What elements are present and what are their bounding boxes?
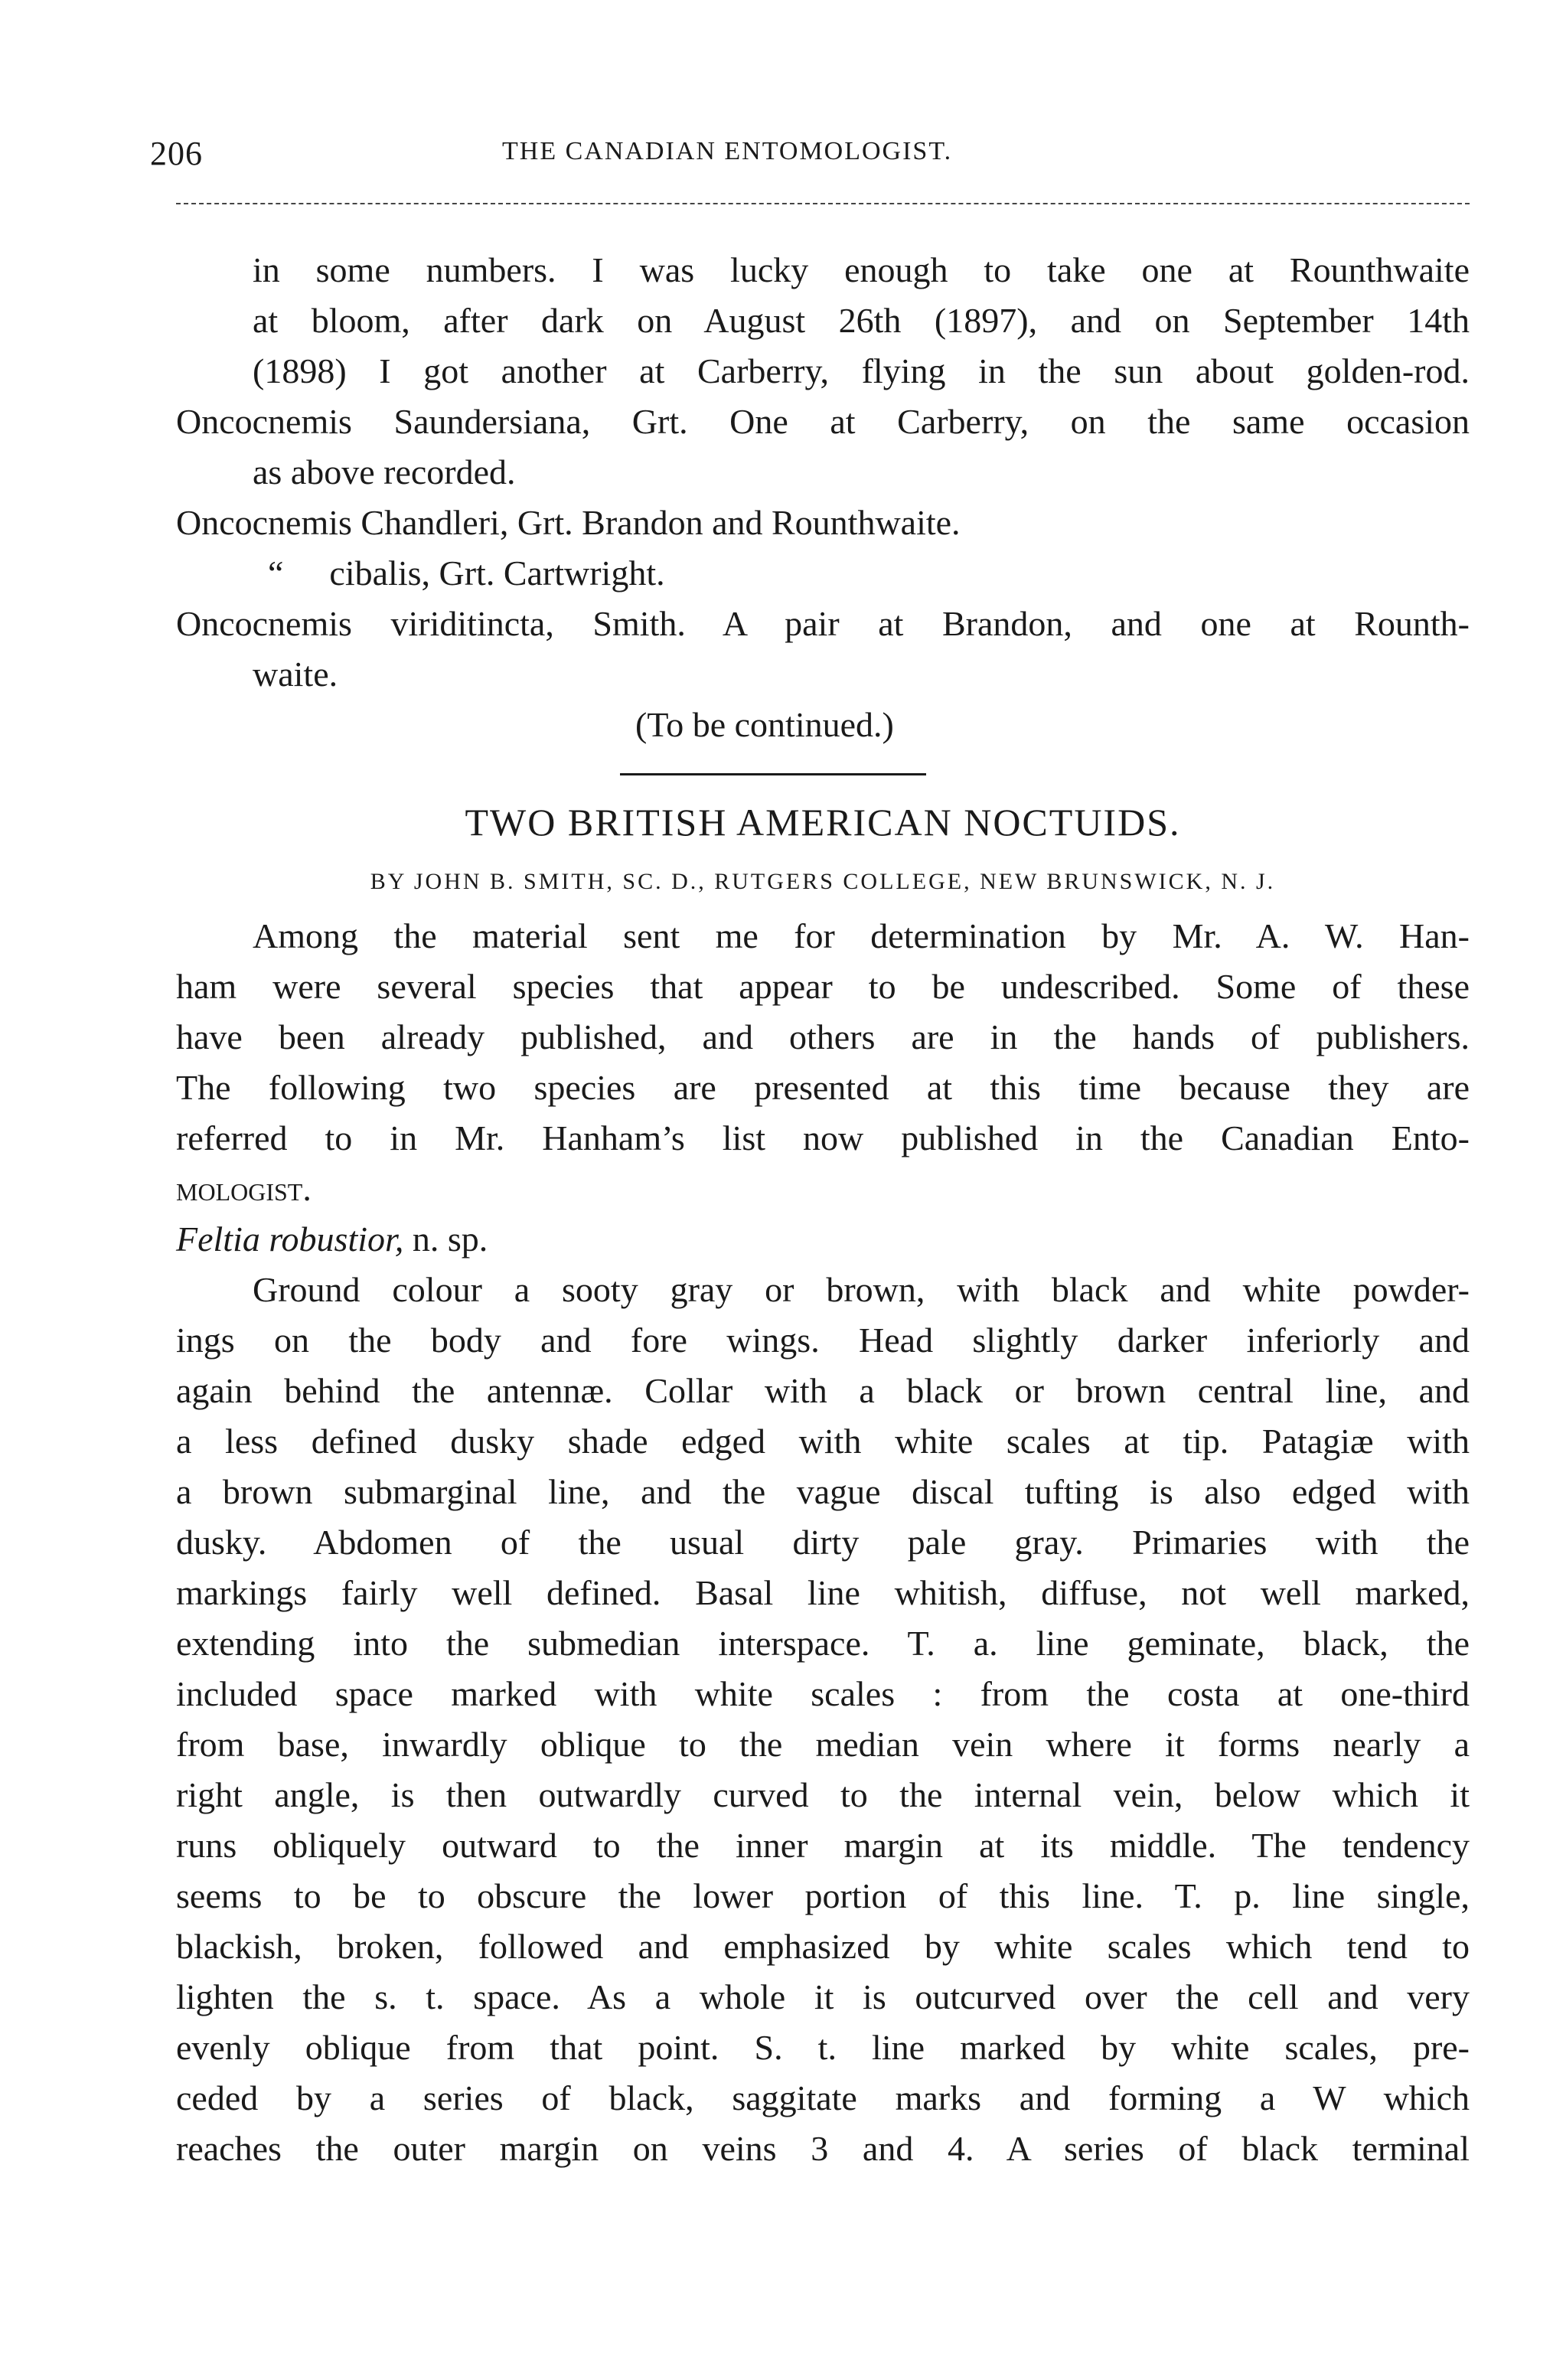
species-heading	[176, 1214, 1470, 1265]
species-entry: Oncocnemis Chandleri, Grt. Brandon and Rounthwaite.	[176, 503, 961, 542]
text-line: as above recorded.	[253, 452, 516, 491]
text-line: ceded by a series of black, saggitate marks and forming a W which	[176, 2078, 1470, 2117]
text-line: waite.	[253, 655, 338, 694]
text-line: a less defined dusky shade edged with white scales at tip. Patagiæ with	[176, 1422, 1470, 1461]
text-line: ings on the body and fore wings. Head slightly darker inferiorly and	[176, 1321, 1470, 1360]
species-entry: Oncocnemis Saundersiana, Grt. One at Carberry, on the same occasion	[176, 402, 1470, 441]
text-line: have been already published, and others are in the hands of publishers.	[176, 1017, 1470, 1056]
text-line: ham were several species that appear to be undescribed. Some of these	[176, 967, 1470, 1006]
running-title: THE CANADIAN ENTOMOLOGIST.	[502, 137, 953, 165]
species-entry	[176, 548, 1470, 599]
text-line: referred to in Mr. Hanham’s list now published in the Canadian Ento-	[176, 1118, 1470, 1157]
article-title: TWO BRITISH AMERICAN NOCTUIDS.	[465, 801, 1181, 844]
text-line: right angle, is then outwardly curved to the internal vein, below which it	[176, 1775, 1470, 1814]
species-entry-text: cibalis, Grt. Cartwright.	[329, 553, 665, 593]
text-line: Among the material sent me for determination by Mr. A. W. Han-	[253, 916, 1470, 955]
text-line: blackish, broken, followed and emphasized by white scales which tend to	[176, 1927, 1470, 1966]
text-line: Ground colour a sooty gray or brown, with black and white powder-	[253, 1270, 1470, 1309]
text-line: reaches the outer margin on veins 3 and 4. A series of black terminal	[176, 2129, 1470, 2168]
continued-section	[176, 245, 1470, 750]
text-line: markings fairly well defined. Basal line whitish, diffuse, not well marked,	[176, 1573, 1470, 1612]
text-line: runs obliquely outward to the inner margin at its middle. The tendency	[176, 1826, 1470, 1865]
header-rule	[176, 203, 1470, 204]
text-line: from base, inwardly oblique to the median vein where it forms nearly a	[176, 1725, 1470, 1764]
text-line: a brown submarginal line, and the vague discal tufting is also edged with	[176, 1472, 1470, 1511]
species-suffix: n. sp.	[403, 1219, 488, 1259]
text-line: (1898) I got another at Carberry, flying in the sun about golden-rod.	[253, 351, 1470, 390]
article-byline: BY JOHN B. SMITH, SC. D., RUTGERS COLLEGE, NEW BRUNSWICK, N. J.	[370, 869, 1276, 894]
text-line: lighten the s. t. space. As a whole it is outcurved over the cell and very	[176, 1977, 1470, 2016]
text-line: extending into the submedian interspace. T. a. line geminate, black, the	[176, 1624, 1470, 1663]
ditto-mark: “	[268, 553, 284, 593]
text-line: included space marked with white scales : from the costa at one-third	[176, 1674, 1470, 1713]
article-body	[176, 911, 1470, 2174]
text-line: at bloom, after dark on August 26th (1897), and on September 14th	[253, 301, 1470, 340]
page-header	[150, 134, 1467, 180]
text-line: in some numbers. I was lucky enough to take one at Rounthwaite	[253, 250, 1470, 289]
text-line: dusky. Abdomen of the usual dirty pale gray. Primaries with the	[176, 1523, 1470, 1562]
text-line: The following two species are presented at this time because they are	[176, 1068, 1470, 1107]
to-be-continued: (To be continued.)	[635, 705, 894, 744]
species-entry: Oncocnemis viriditincta, Smith. A pair at Brandon, and one at Rounth-	[176, 604, 1470, 643]
text-line: evenly oblique from that point. S. t. line marked by white scales, pre-	[176, 2028, 1470, 2067]
page-number: 206	[150, 135, 203, 172]
species-name: Feltia robustior,	[176, 1219, 404, 1259]
text-line: again behind the antennæ. Collar with a black or brown central line, and	[176, 1371, 1470, 1410]
text-line: mologist.	[176, 1169, 312, 1208]
section-divider	[620, 773, 926, 775]
text-line: seems to be to obscure the lower portion of this line. T. p. line single,	[176, 1876, 1470, 1915]
